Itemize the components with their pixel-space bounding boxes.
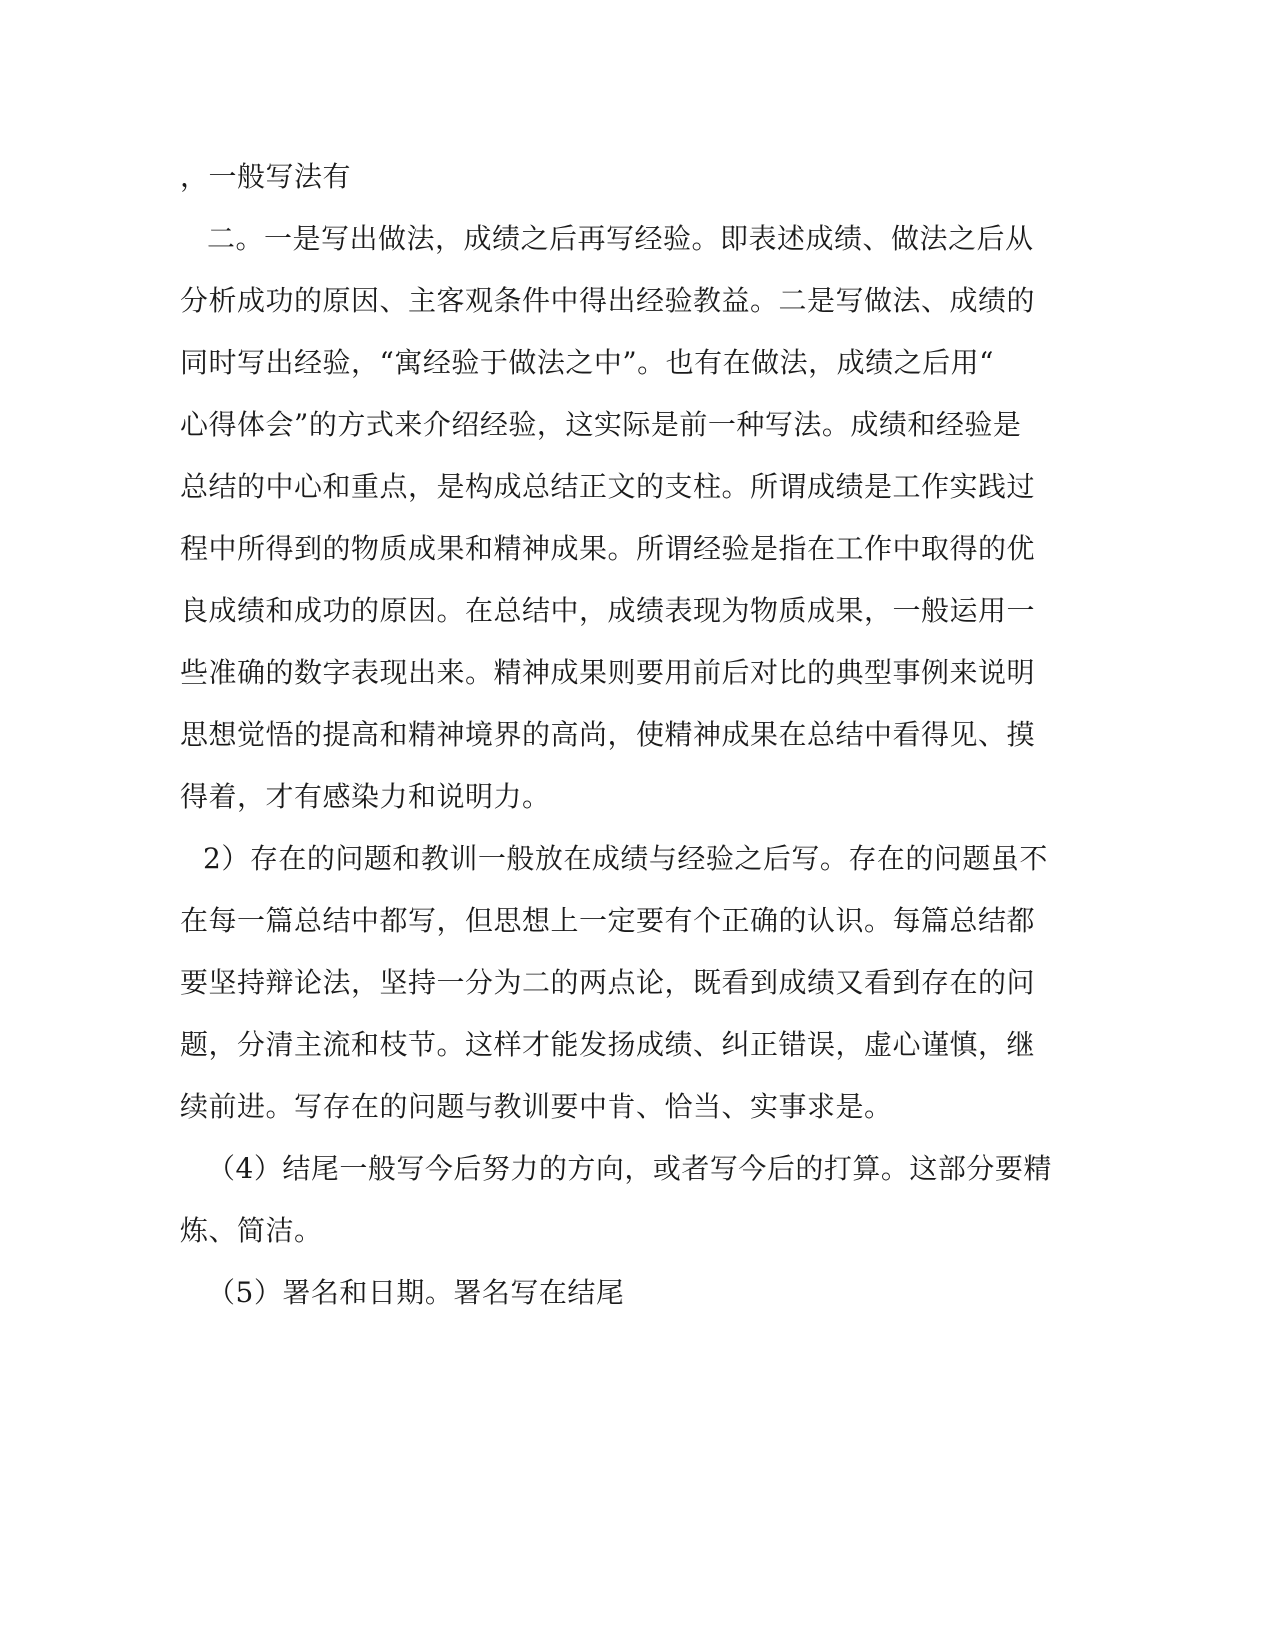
text-line: 心得体会”的方式来介绍经验，这实际是前一种写法。成绩和经验是 — [180, 408, 1022, 441]
text-line: 思想觉悟的提高和精神境界的高尚，使精神成果在总结中看得见、摸 — [180, 718, 1036, 751]
text-line: 要坚持辩论法，坚持一分为二的两点论，既看到成绩又看到存在的问 — [180, 966, 1036, 999]
text-line: ，一般写法有 — [180, 160, 352, 193]
text-line: 二。一是写出做法，成绩之后再写经验。即表述成绩、做法之后从 — [207, 222, 1034, 255]
text-line: 得着，才有感染力和说明力。 — [180, 780, 551, 813]
text-line: 续前进。写存在的问题与教训要中肯、恰当、实事求是。 — [180, 1090, 893, 1123]
text-line: 些准确的数字表现出来。精神成果则要用前后对比的典型事例来说明 — [180, 656, 1036, 689]
text-line: 炼、简洁。 — [180, 1214, 323, 1247]
text-line: 总结的中心和重点，是构成总结正文的支柱。所谓成绩是工作实践过 — [180, 470, 1036, 503]
text-line: 分析成功的原因、主客观条件中得出经验教益。二是写做法、成绩的 — [180, 284, 1036, 317]
text-line: （4）结尾一般写今后努力的方向，或者写今后的打算。这部分要精 — [207, 1152, 1052, 1185]
text-line: 良成绩和成功的原因。在总结中，成绩表现为物质成果，一般运用一 — [180, 594, 1036, 627]
text-line: 同时写出经验，“寓经验于做法之中”。也有在做法，成绩之后用“ — [180, 346, 994, 379]
text-line: （5）署名和日期。署名写在结尾 — [207, 1276, 625, 1309]
text-line: 题，分清主流和枝节。这样才能发扬成绩、纠正错误，虚心谨慎，继 — [180, 1028, 1036, 1061]
text-line: 在每一篇总结中都写，但思想上一定要有个正确的认识。每篇总结都 — [180, 904, 1036, 937]
text-line: 2）存在的问题和教训一般放在成绩与经验之后写。存在的问题虽不 — [203, 842, 1048, 875]
text-line: 程中所得到的物质成果和精神成果。所谓经验是指在工作中取得的优 — [180, 532, 1036, 565]
